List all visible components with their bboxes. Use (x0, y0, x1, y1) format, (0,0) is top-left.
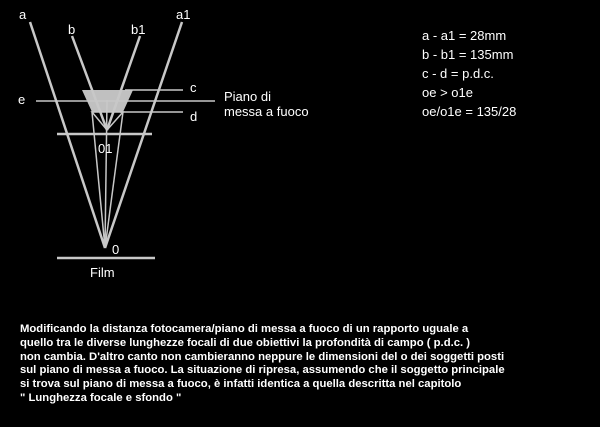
ray-b (72, 36, 107, 130)
label-film: Film (90, 265, 115, 280)
description-line: si trova sul piano di messa a fuoco, è infatti identica a quella descritta nel capitolo (20, 378, 462, 391)
formula-b-b1: b - b1 = 135mm (422, 47, 514, 62)
description-paragraph (20, 323, 590, 406)
formula-ratio: oe/o1e = 135/28 (422, 104, 517, 119)
description-line: Modificando la distanza fotocamera/piano di messa a fuoco di un rapporto uguale a (20, 323, 469, 335)
description-line: quello tra le diverse lunghezze focali di due obiettivi la profondità di campo ( p.d.c. ) (20, 336, 471, 349)
description-line: sul piano di messa a fuoco. La situazione di ripresa, assumendo che il soggetto principale (20, 364, 505, 377)
label-o: 0 (112, 242, 120, 257)
description-line: non cambia. D'altro canto non cambieranno neppure le dimensioni del o dei soggetti posti (20, 350, 505, 363)
label-e: e (18, 92, 26, 107)
label-c: c (190, 80, 197, 95)
formula-list (422, 26, 516, 121)
description-line: " Lunghezza focale e sfondo " (20, 391, 182, 404)
label-d: d (190, 109, 198, 124)
label-b1: b1 (131, 22, 146, 37)
label-b: b (68, 22, 76, 37)
inner-ray-right (105, 112, 123, 248)
plane-label-line1: Piano di (224, 89, 271, 104)
label-o1: 01 (98, 141, 113, 156)
plane-label-line2: messa a fuoco (224, 104, 309, 119)
label-a1: a1 (176, 7, 191, 22)
formula-a-a1: a - a1 = 28mm (422, 28, 507, 43)
formula-c-d: c - d = p.d.c. (422, 66, 494, 81)
label-a: a (19, 7, 27, 22)
ray-b1 (107, 36, 140, 130)
formula-oe-gt: oe > o1e (422, 85, 473, 100)
